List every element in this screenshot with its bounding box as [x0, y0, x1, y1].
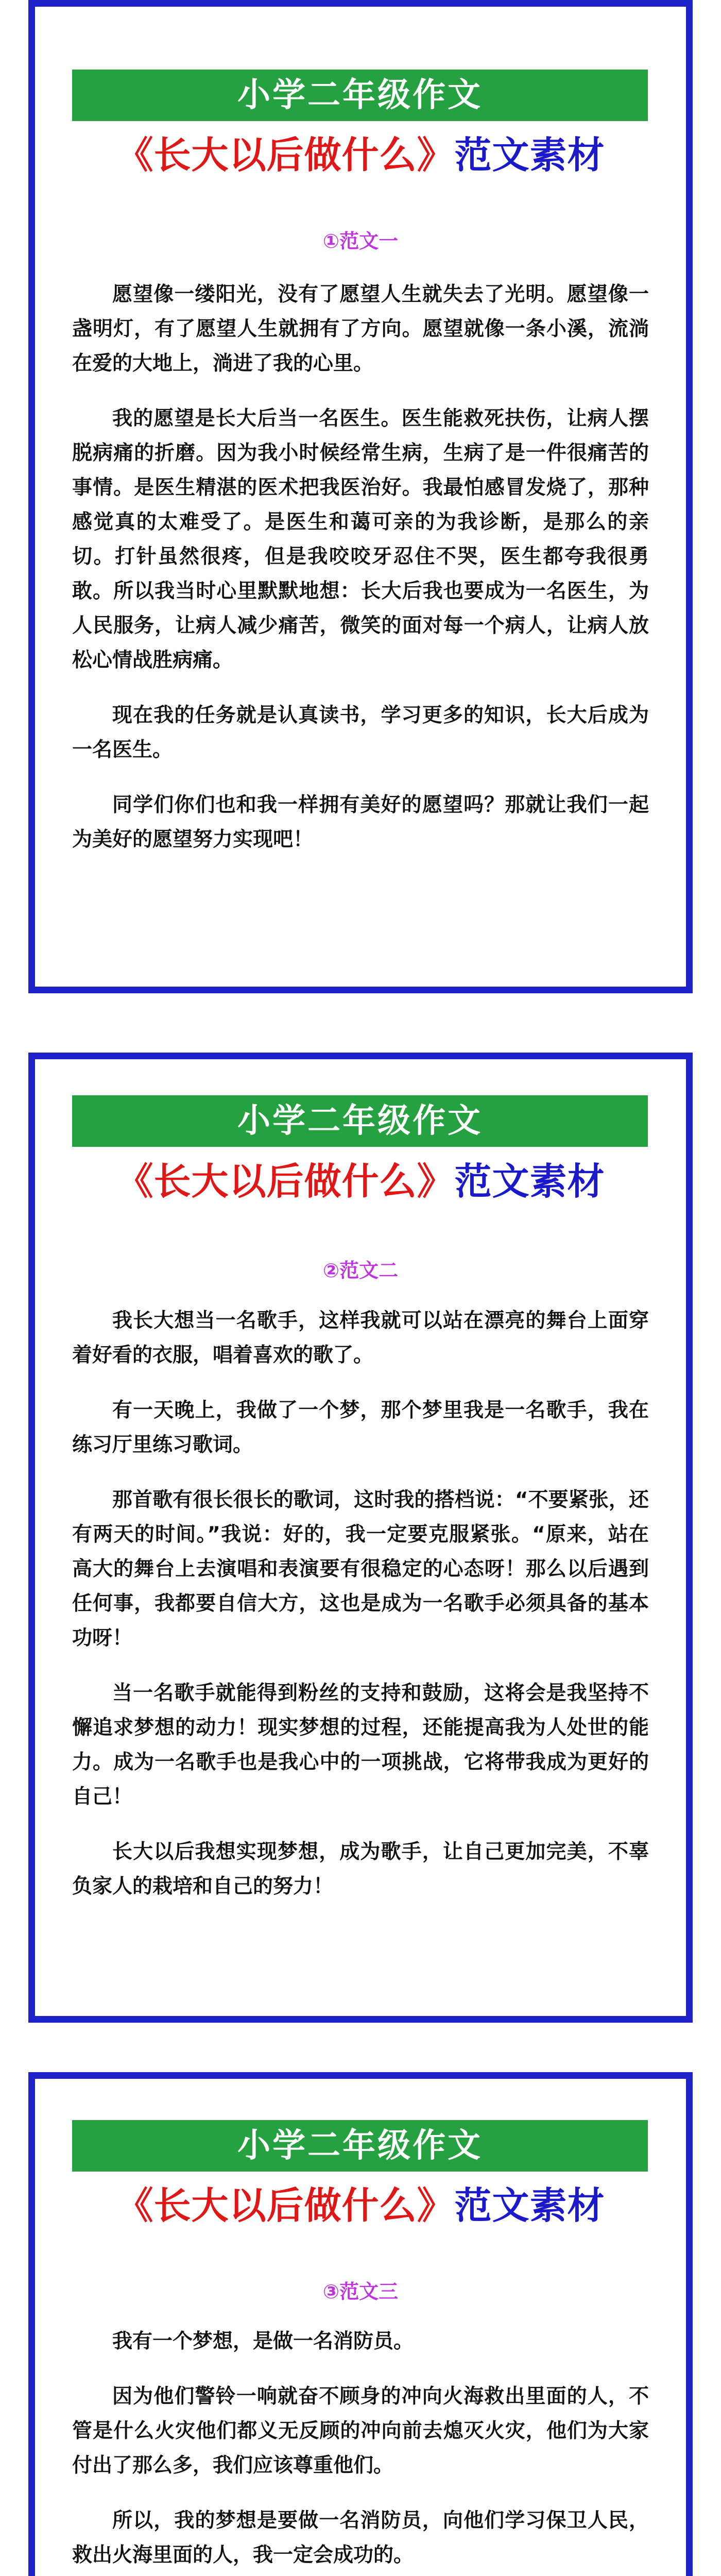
essay-card-2: [28, 1053, 693, 2023]
grade-banner: 小学二年级作文: [72, 1095, 648, 1147]
paragraph: 同学们你们也和我一样拥有美好的愿望吗？那就让我们一起为美好的愿望努力实现吧！: [72, 793, 649, 851]
essay-title-tag: 范文素材: [454, 133, 605, 177]
paragraph: 因为他们警铃一响就奋不顾身的冲向火海救出里面的人，不管是什么火灾他们都义无反顾的冲向前去熄灭火灾，他们为大家付出了那么多，我们应该尊重他们。: [72, 2385, 649, 2477]
essay-body: [72, 1303, 649, 1924]
essay-body: [72, 277, 649, 877]
essay-label: ③范文三: [322, 2280, 399, 2303]
paragraph: 我有一个梦想，是做一名消防员。: [112, 2330, 414, 2353]
essay-card-3: [28, 2072, 693, 2576]
essay-title-tag: 范文素材: [454, 1160, 605, 1203]
essay-title-name: 《长大以后做什么》: [116, 133, 455, 177]
paragraph: 有一天晚上，我做了一个梦，那个梦里我是一名歌手，我在练习厅里练习歌词。: [72, 1399, 649, 1456]
essay-title: [35, 2180, 686, 2231]
paragraph: 愿望像一缕阳光，没有了愿望人生就失去了光明。愿望像一盏明灯，有了愿望人生就拥有了方向。愿望就像一条小溪，流淌在爱的大地上，淌进了我的心里。: [72, 283, 649, 375]
essay-title: [35, 129, 686, 181]
essay-title-name: 《长大以后做什么》: [116, 2184, 455, 2227]
paragraph: 当一名歌手就能得到粉丝的支持和鼓励，这将会是我坚持不懈追求梦想的动力！现实梦想的过程，还能提高我为人处世的能力。成为一名歌手也是我心中的一项挑战，它将带我成为更好的自己！: [72, 1682, 649, 1808]
paragraph: 现在我的任务就是认真读书，学习更多的知识，长大后成为一名医生。: [72, 704, 649, 761]
essay-title-name: 《长大以后做什么》: [116, 1160, 455, 1203]
essay-card-1: [28, 0, 693, 993]
paragraph: 所以，我的梦想是要做一名消防员，向他们学习保卫人民，救出火海里面的人，我一定会成功的。: [72, 2509, 649, 2567]
paragraph: 长大以后我想实现梦想，成为歌手，让自己更加完美，不辜负家人的栽培和自己的努力！: [72, 1840, 649, 1898]
essay-label: ①范文一: [322, 230, 399, 252]
grade-banner: 小学二年级作文: [72, 2120, 648, 2172]
essay-title-tag: 范文素材: [454, 2184, 605, 2227]
grade-banner: 小学二年级作文: [72, 70, 648, 121]
essay-label: ②范文二: [322, 1259, 399, 1282]
paragraph: 我的愿望是长大后当一名医生。医生能救死扶伤，让病人摆脱病痛的折磨。因为我小时候经常生病，生病了是一件很痛苦的事情。是医生精湛的医术把我医治好。我最怕感冒发烧了，那种感觉真的太难受了。是医生和蔼可亲的为我诊断，是那么的亲切。打针虽然很疼，但是我咬咬牙忍住不哭，医生都夸我很勇敢。所以我当时心里默默地想：长大后我也要成为一名医生，为人民服务，让病人减少痛苦，微笑的面对每一个病人，让病人放松心情战胜病痛。: [72, 407, 649, 672]
paragraph: 那首歌有很长很长的歌词，这时我的搭档说：“不要紧张，还有两天的时间。”我说：好的，我一定要克服紧张。“原来，站在高大的舞台上去演唱和表演要有很稳定的心态呀！那么以后遇到任何事，我都要自信大方，这也是成为一名歌手必须具备的基本功呀！: [72, 1488, 649, 1650]
essay-title: [35, 1156, 686, 1207]
essay-body: [72, 2324, 649, 2576]
paragraph: 我长大想当一名歌手，这样我就可以站在漂亮的舞台上面穿着好看的衣服，唱着喜欢的歌了。: [72, 1309, 649, 1367]
